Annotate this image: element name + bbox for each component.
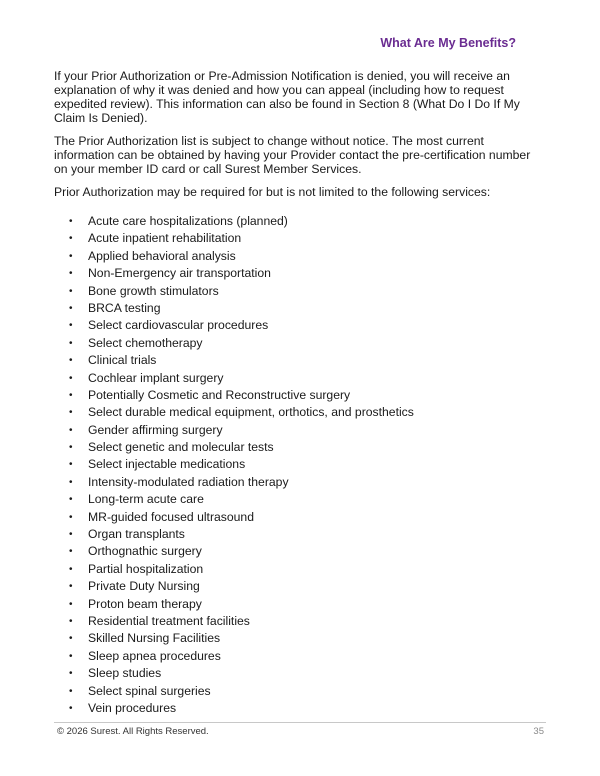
list-item (54, 370, 546, 387)
services-list (54, 213, 546, 717)
bullet-icon: • (69, 424, 73, 436)
list-item-label: MR-guided focused ultrasound (88, 509, 254, 524)
bullet-icon: • (69, 702, 73, 714)
bullet-icon: • (69, 407, 73, 419)
bullet-icon: • (69, 216, 73, 227)
list-item (54, 404, 546, 421)
list-item (54, 474, 546, 491)
bullet-icon: • (69, 250, 73, 262)
list-item-label: Residential treatment facilities (88, 613, 250, 628)
list-item (54, 422, 546, 439)
footer-copyright: © 2026 Surest. All Rights Reserved. (57, 726, 209, 737)
bullet-icon: • (69, 268, 73, 280)
list-item (54, 509, 546, 526)
list-item (54, 630, 546, 647)
list-item (54, 648, 546, 665)
list-item-label: Select cardiovascular procedures (88, 318, 269, 333)
list-item (54, 300, 546, 317)
list-item (54, 387, 546, 404)
list-item-label: Private Duty Nursing (88, 579, 200, 594)
bullet-icon: • (69, 337, 73, 349)
footer-divider (54, 722, 546, 723)
list-item (54, 596, 546, 613)
bullet-icon: • (69, 320, 73, 332)
list-item-label: Select spinal surgeries (88, 683, 211, 698)
services-intro-paragraph: Prior Authorization may be required for but is not limited to the following services: (54, 185, 491, 199)
list-item-label: Cochlear implant surgery (88, 370, 224, 385)
list-item (54, 265, 546, 282)
list-item-label: Acute inpatient rehabilitation (88, 231, 242, 246)
list-item (54, 561, 546, 578)
list-item-label: Select durable medical equipment, orthotics, and prosthetics (88, 405, 414, 420)
list-item-label: Select injectable medications (88, 457, 246, 472)
list-item-label: Organ transplants (88, 527, 185, 542)
list-item (54, 439, 546, 456)
list-item-label: Vein procedures (88, 700, 177, 715)
list-item-label: BRCA testing (88, 300, 161, 315)
bullet-icon: • (69, 285, 73, 297)
list-item (54, 683, 546, 700)
bullet-icon: • (69, 668, 73, 680)
list-item-label: Gender affirming surgery (88, 422, 223, 437)
list-item (54, 456, 546, 473)
list-change-paragraph: The Prior Authorization list is subject to change without notice. The most current information can be obtained by having your Provider contact the pre-certification number on your member ID card or call Surest Member Services. (54, 134, 531, 176)
bullet-icon: • (69, 355, 73, 367)
list-item (54, 543, 546, 560)
list-item-label: Select genetic and molecular tests (88, 440, 274, 455)
list-item-label: Long-term acute care (88, 492, 204, 507)
list-item (54, 230, 546, 247)
list-item-label: Intensity-modulated radiation therapy (88, 474, 289, 489)
bullet-icon: • (69, 494, 73, 506)
bullet-icon: • (69, 459, 73, 471)
list-item-label: Non-Emergency air transportation (88, 266, 271, 281)
list-item-label: Skilled Nursing Facilities (88, 631, 221, 646)
bullet-icon: • (69, 598, 73, 610)
list-item (54, 335, 546, 352)
denial-paragraph: If your Prior Authorization or Pre-Admission Notification is denied, you will receive an explanation of why it was denied and how you can appeal (including how to request expedited review). This information can also be found in Section 8 (What Do I Do If My Claim Is Denied). (54, 69, 520, 125)
bullet-icon: • (69, 442, 73, 454)
list-item (54, 248, 546, 265)
bullet-icon: • (69, 529, 73, 541)
list-item (54, 578, 546, 595)
page-content (54, 69, 546, 717)
page-header-title: What Are My Benefits? (380, 36, 516, 50)
bullet-icon: • (69, 563, 73, 575)
list-item-label: Potentially Cosmetic and Reconstructive surgery (88, 387, 351, 402)
bullet-icon: • (69, 511, 73, 523)
list-item (54, 213, 546, 230)
list-item-label: Applied behavioral analysis (88, 248, 236, 263)
bullet-icon: • (69, 233, 73, 245)
list-item-label: Sleep apnea procedures (88, 648, 221, 663)
list-item-label: Clinical trials (88, 353, 157, 368)
page-number: 35 (533, 726, 544, 737)
bullet-icon: • (69, 650, 73, 662)
list-item (54, 317, 546, 334)
list-item-label: Bone growth stimulators (88, 283, 219, 298)
list-item (54, 700, 546, 717)
bullet-icon: • (69, 615, 73, 627)
list-item-label: Select chemotherapy (88, 335, 203, 350)
bullet-icon: • (69, 302, 73, 314)
list-item-label: Orthognathic surgery (88, 544, 202, 559)
bullet-icon: • (69, 389, 73, 401)
bullet-icon: • (69, 372, 73, 384)
list-item-label: Partial hospitalization (88, 561, 204, 576)
bullet-icon: • (69, 581, 73, 593)
bullet-icon: • (69, 685, 73, 697)
list-item (54, 665, 546, 682)
list-item-label: Acute care hospitalizations (planned) (88, 214, 288, 228)
list-item (54, 352, 546, 369)
list-item-label: Sleep studies (88, 666, 162, 681)
bullet-icon: • (69, 633, 73, 645)
list-item (54, 491, 546, 508)
bullet-icon: • (69, 546, 73, 558)
list-item-label: Proton beam therapy (88, 596, 202, 611)
bullet-icon: • (69, 476, 73, 488)
list-item (54, 283, 546, 300)
list-item (54, 526, 546, 543)
list-item (54, 613, 546, 630)
